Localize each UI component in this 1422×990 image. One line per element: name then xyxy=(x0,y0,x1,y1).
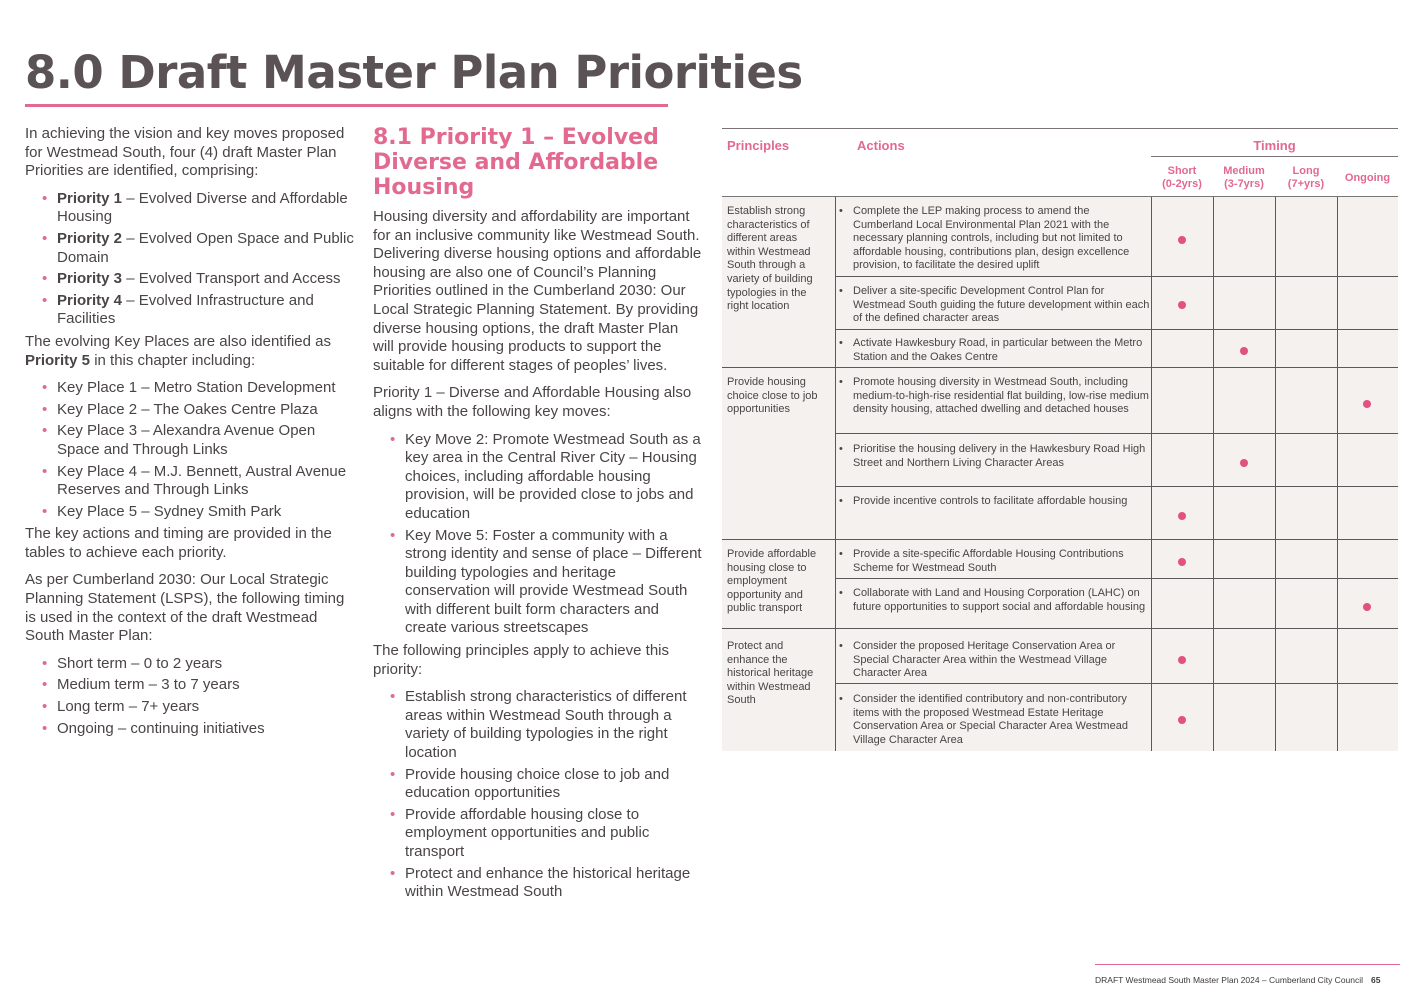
priority-1-column xyxy=(373,125,703,906)
principle-cell: Provide housing choice close to job opportunities xyxy=(727,376,818,416)
principle-cell: Protect and enhance the historical heritage within Westmead South xyxy=(727,640,814,707)
page-footer: DRAFT Westmead South Master Plan 2024 – Cumberland City Council 65 xyxy=(1095,975,1381,985)
timing-dot xyxy=(1363,603,1371,611)
action-cell: • Prioritise the housing delivery in the Hawkesbury Road High Street and Northern Living Character Areas xyxy=(839,443,1146,469)
priority-list xyxy=(25,190,355,329)
group-divider xyxy=(722,628,1398,629)
column-divider xyxy=(1275,197,1276,751)
list-item: • Key Move 5: Foster a community with a strong identity and sense of place – Different building typologies and heritage conservation will provide Westmead South with different built form characters and create various streetscapes xyxy=(405,527,703,639)
ongoing-header: Ongoing xyxy=(1344,172,1391,184)
timing-dot xyxy=(1178,558,1186,566)
list-item: • Priority 4 – Evolved Infrastructure and Facilities xyxy=(57,292,355,329)
row-divider xyxy=(835,578,1398,579)
page-title: 8.0 Draft Master Plan Priorities xyxy=(25,46,803,99)
group-divider xyxy=(722,367,1398,368)
page-number: 65 xyxy=(1371,975,1381,985)
group-divider xyxy=(722,539,1398,540)
action-cell: • Consider the identified contributory and non-contributory items with the proposed Westmead Estate Heritage Conservation Area or Special Character Area Westmead Village Character Area xyxy=(839,693,1128,746)
column-divider xyxy=(1151,197,1152,751)
timing-dot xyxy=(1178,656,1186,664)
list-item: • Provide housing choice close to job and education opportunities xyxy=(405,766,703,803)
paragraph: The following principles apply to achieve this priority: xyxy=(373,642,669,678)
action-cell: • Collaborate with Land and Housing Corporation (LAHC) on future opportunities to support social and affordable housing xyxy=(839,587,1146,613)
key-places-intro: The evolving Key Places are also identified as Priority 5 in this chapter including: xyxy=(25,332,332,369)
list-item: • Medium term – 3 to 7 years xyxy=(57,676,355,695)
list-item: • Key Place 5 – Sydney Smith Park xyxy=(57,503,355,522)
action-cell: • Complete the LEP making process to amend the Cumberland Local Environmental Plan 2021 with the necessary planning controls, including but not limited to affordable housing, contributions plan, design excellence provision, to facilitate the desired uplift xyxy=(839,205,1130,272)
list-item: • Short term – 0 to 2 years xyxy=(57,655,355,674)
title-underline xyxy=(25,104,668,107)
long-header: Long (7+yrs) xyxy=(1287,165,1325,190)
timing-intro-paragraph: As per Cumberland 2030: Our Local Strategic Planning Statement (LSPS), the following timing is used in the context of the draft Westmead South Master Plan: xyxy=(25,571,345,645)
principle-cell: Provide affordable housing close to employment opportunity and public transport xyxy=(727,548,817,615)
list-item: • Provide affordable housing close to employment opportunities and public transport xyxy=(405,806,703,862)
column-divider xyxy=(835,197,836,751)
row-divider xyxy=(835,329,1398,330)
list-item: • Long term – 7+ years xyxy=(57,698,355,717)
footer-rule xyxy=(1095,964,1400,965)
timing-header: Timing xyxy=(1253,138,1296,153)
column-divider xyxy=(1337,197,1338,751)
action-cell: • Provide a site-specific Affordable Housing Contributions Scheme for Westmead South xyxy=(839,548,1124,574)
column-divider xyxy=(1213,197,1214,751)
key-places-list xyxy=(25,379,355,521)
row-divider xyxy=(835,486,1398,487)
timing-dot xyxy=(1240,347,1248,355)
list-item: • Key Place 3 – Alexandra Avenue Open Space and Through Links xyxy=(57,422,355,459)
paragraph: Housing diversity and affordability are important for an inclusive community like Westmead South. Delivering diverse housing options and affordable housing are also one of Council’s Planning Priorities outlined in the Cumberland 2030: Our Local Strategic Planning Statement. By providing diverse housing options, the draft Master Plan will provide housing products to support the suitable for different stages of peoples’ lives. xyxy=(373,208,702,374)
key-moves-list xyxy=(373,431,703,639)
timing-dot xyxy=(1363,400,1371,408)
timing-dot xyxy=(1178,716,1186,724)
actions-header: Actions xyxy=(857,138,905,153)
list-item: • Priority 2 – Evolved Open Space and Public Domain xyxy=(57,230,355,267)
list-item: • Priority 1 – Evolved Diverse and Affordable Housing xyxy=(57,190,355,227)
priority-table xyxy=(722,128,1398,751)
intro-paragraph: In achieving the vision and key moves proposed for Westmead South, four (4) draft Master Plan Priorities are identified, comprising: xyxy=(25,125,345,180)
timing-dot xyxy=(1178,512,1186,520)
paragraph: Priority 1 – Diverse and Affordable Housing also aligns with the following key moves: xyxy=(373,384,692,420)
list-item: • Key Place 2 – The Oakes Centre Plaza xyxy=(57,401,355,420)
list-item: • Key Place 1 – Metro Station Development xyxy=(57,379,355,398)
row-divider xyxy=(835,433,1398,434)
row-divider xyxy=(835,276,1398,277)
timing-dot xyxy=(1178,301,1186,309)
principle-cell: Establish strong characteristics of different areas within Westmead South through a variety of building typologies in the right location xyxy=(727,205,813,313)
key-actions-paragraph: The key actions and timing are provided in the tables to achieve each priority. xyxy=(25,525,332,561)
timing-terms-list xyxy=(25,655,355,738)
action-cell: • Provide incentive controls to facilitate affordable housing xyxy=(839,495,1128,507)
short-header: Short (0-2yrs) xyxy=(1162,165,1202,190)
list-item: • Key Move 2: Promote Westmead South as a key area in the Central River City – Housing choices, including affordable housing provision, will be provided close to jobs and education xyxy=(405,431,703,524)
section-heading: 8.1 Priority 1 – Evolved Diverse and Affordable Housing xyxy=(373,125,659,200)
timing-dot xyxy=(1178,236,1186,244)
list-item: • Key Place 4 – M.J. Bennett, Austral Avenue Reserves and Through Links xyxy=(57,463,355,500)
action-cell: • Activate Hawkesbury Road, in particular between the Metro Station and the Oakes Centre xyxy=(839,337,1143,363)
timing-dot xyxy=(1240,459,1248,467)
list-item: • Establish strong characteristics of different areas within Westmead South through a variety of building typologies in the right location xyxy=(405,688,703,762)
list-item: • Priority 3 – Evolved Transport and Access xyxy=(57,270,355,289)
action-cell: • Deliver a site-specific Development Control Plan for Westmead South guiding the future development within each of the defined character areas xyxy=(839,285,1150,325)
row-divider xyxy=(835,683,1398,684)
principles-list xyxy=(373,688,703,902)
principles-header: Principles xyxy=(727,138,790,153)
list-item: • Ongoing – continuing initiatives xyxy=(57,720,355,739)
list-item: • Protect and enhance the historical heritage within Westmead South xyxy=(405,865,703,902)
action-cell: • Consider the proposed Heritage Conservation Area or Special Character Area within the Westmead Village Character Area xyxy=(839,640,1116,680)
medium-header: Medium (3-7yrs) xyxy=(1223,165,1265,190)
timing-rule xyxy=(1151,156,1398,157)
action-cell: • Promote housing diversity in Westmead South, including medium-to-high-rise residential flat building, low-rise medium density housing, attached dwelling and detached houses xyxy=(839,376,1149,416)
intro-column xyxy=(25,125,355,742)
table-body xyxy=(722,196,1398,751)
